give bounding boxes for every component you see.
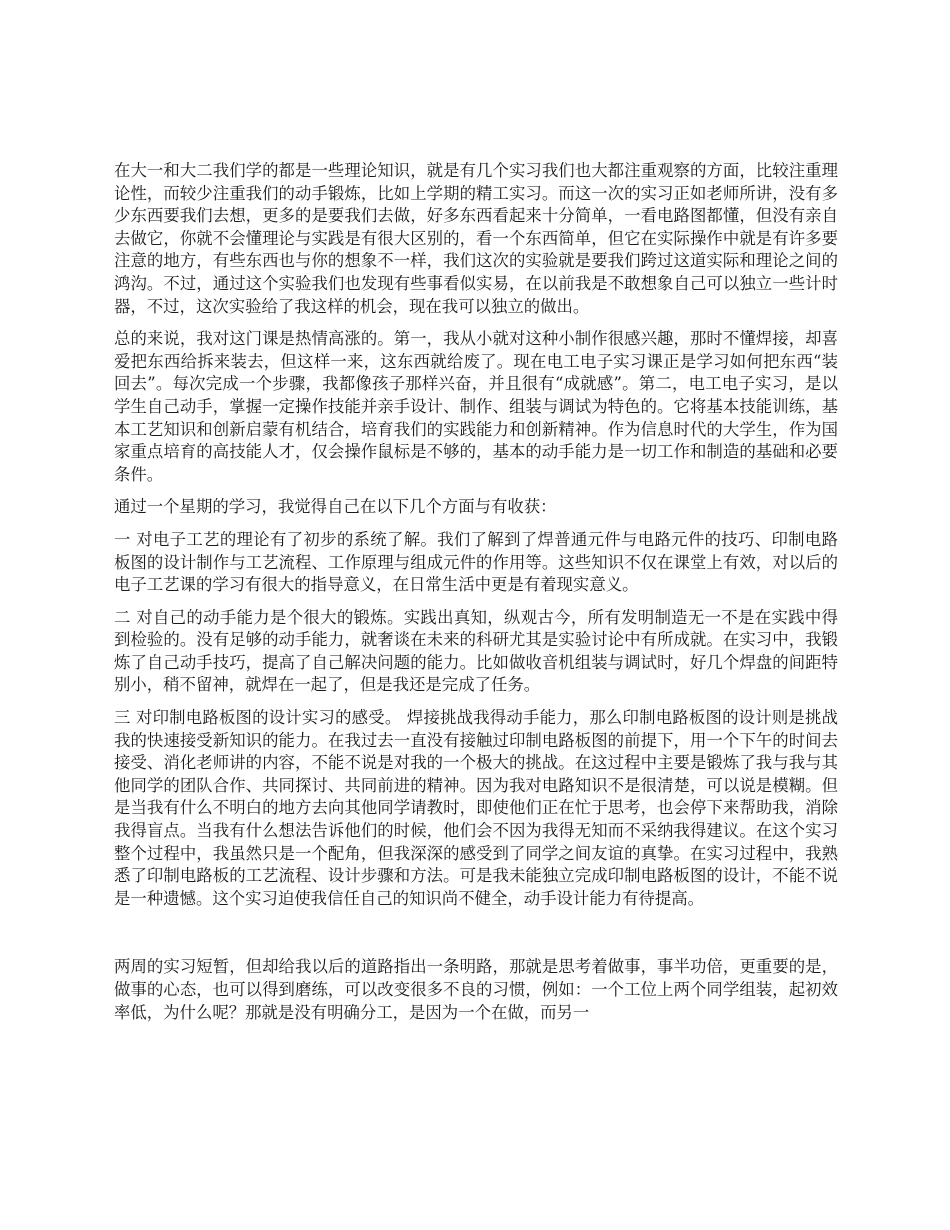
- document-body: [114, 160, 838, 1034]
- paragraph-conclusion: 两周的实习短暂，但却给我以后的道路指出一条明路，那就是思考着做事，事半功倍，更重要的是，做事的心态，也可以得到磨练，可以改变很多不良的习惯，例如：一个工位上两个同学组装，起初效率低，为什么呢？那就是没有明确分工，是因为一个在做，而另一: [114, 957, 838, 1022]
- paragraph-intro: 在大一和大二我们学的都是一些理论知识，就是有几个实习我们也大都注重观察的方面，比较注重理论性，而较少注重我们的动手锻炼，比如上学期的精工实习。而这一次的实习正如老师所讲，没有多少东西要我们去想，更多的是要我们去做，好多东西看起来十分简单，一看电路图都懂，但没有亲自去做它，你就不会懂理论与实践是有很大区别的，看一个东西简单，但它在实际操作中就是有许多要注意的地方，有些东西也与你的想象不一样，我们这次的实验就是要我们跨过这道实际和理论之间的鸿沟。不过，通过这个实验我们也发现有些事看似实易，在以前我是不敢想象自己可以独立一些计时器，不过，这次实验给了我这样的机会，现在我可以独立的做出。: [114, 161, 838, 316]
- paragraph-point-two: 二 对自己的动手能力是个很大的锻炼。实践出真知，纵观古今，所有发明制造无一不是在实践中得到检验的。没有足够的动手能力，就奢谈在未来的科研尤其是实验讨论中有所成就。在实习中，我锻炼了自己动手技巧，提高了自己解决问题的能力。比如做收音机组装与调试时，好几个焊盘的间距特别小，稍不留神，就焊在一起了，但是我还是完成了任务。: [114, 607, 838, 695]
- paragraph-gains-intro: 通过一个星期的学习，我觉得自己在以下几个方面与有收获：: [114, 497, 557, 517]
- paragraph-point-three: 三 对印制电路板图的设计实习的感受。 焊接挑战我得动手能力，那么印制电路板图的设计则是挑战我的快速接受新知识的能力。在我过去一直没有接触过印制电路板图的前提下，用一个下午的时间去接受、消化老师讲的内容，不能不说是对我的一个极大的挑战。在这过程中主要是锻炼了我与我与其他同学的团队合作、共同探讨、共同前进的精神。因为我对电路知识不是很清楚，可以说是模糊。但是当我有什么不明白的地方去向其他同学请教时，即使他们正在忙于思考，也会停下来帮助我，消除我得盲点。当我有什么想法告诉他们的时候，他们会不因为我得无知而不采纳我得建议。在这个实习整个过程中，我虽然只是一个配角，但我深深的感受到了同学之间友谊的真挚。在实习过程中，我熟悉了印制电路板的工艺流程、设计步骤和方法。可是我未能独立完成印制电路板图的设计，不能不说是一种遗憾。这个实习迫使我信任自己的知识尚不健全，动手设计能力有待提高。: [114, 708, 838, 908]
- paragraph-point-one: 一 对电子工艺的理论有了初步的系统了解。我们了解到了焊普通元件与电路元件的技巧、印制电路板图的设计制作与工艺流程、工作原理与组成元件的作用等。这些知识不仅在课堂上有效，对以后的电子工艺课的学习有很大的指导意义，在日常生活中更是有着现实意义。: [114, 529, 838, 595]
- paragraph-summary: 总的来说，我对这门课是热情高涨的。第一，我从小就对这种小制作很感兴趣，那时不懂焊接，却喜爱把东西给拆来装去，但这样一来，这东西就给废了。现在电工电子实习课正是学习如何把东西“装回去”。每次完成一个步骤，我都像孩子那样兴奋，并且很有“成就感”。第二，电工电子实习，是以学生自己动手，掌握一定操作技能并亲手设计、制作、组装与调试为特色的。它将基本技能训练，基本工艺知识和创新启蒙有机结合，培育我们的实践能力和创新精神。作为信息时代的大学生，作为国家重点培育的高技能人才，仅会操作鼠标是不够的，基本的动手能力是一切工作和制造的基础和必要条件。: [114, 329, 838, 484]
- paragraph-spacer: [114, 920, 838, 956]
